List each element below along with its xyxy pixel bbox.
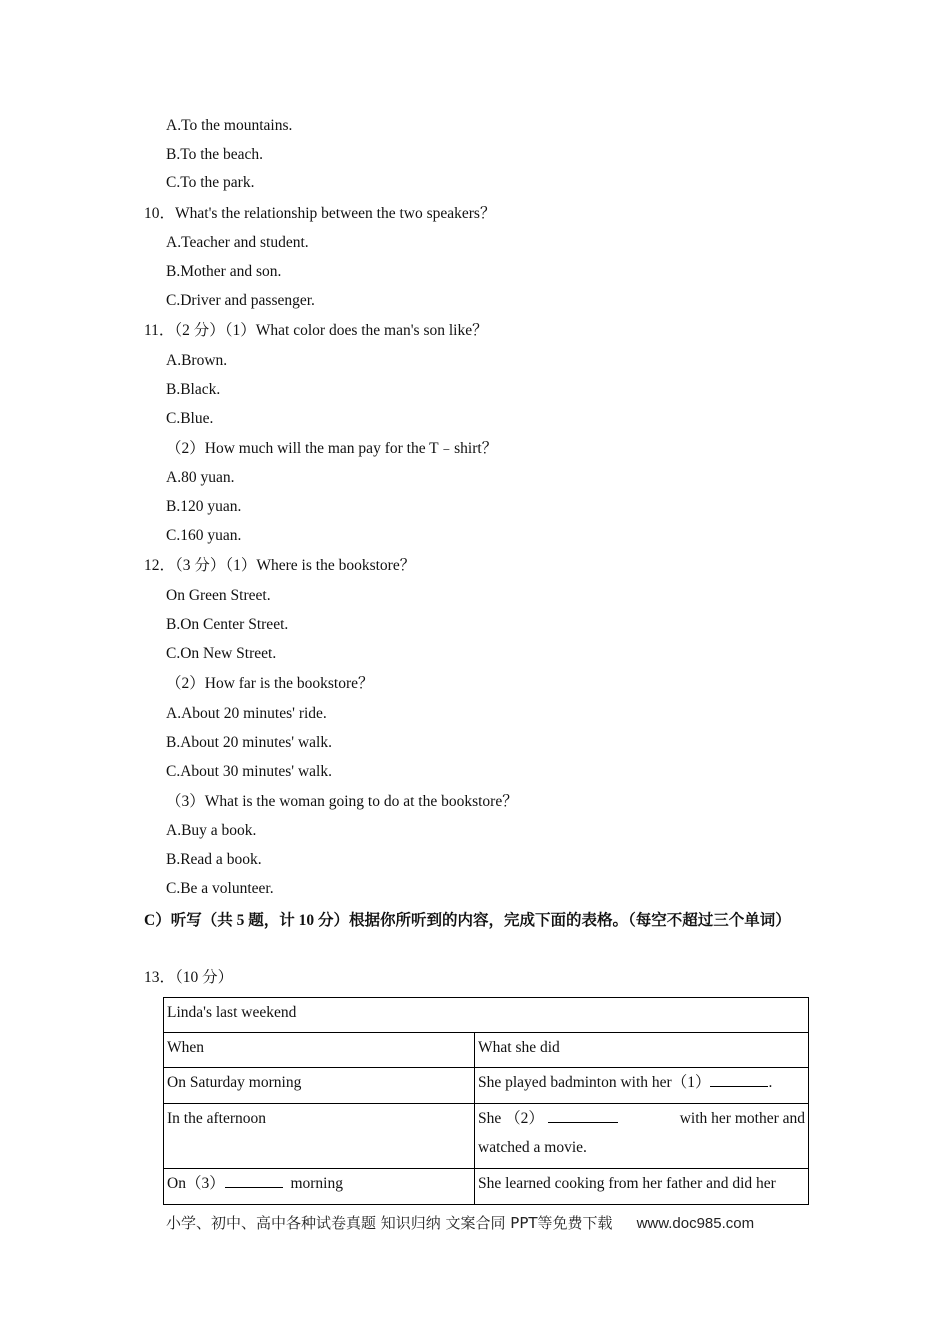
q12-stem: 12．（3 分）（1）Where is the bookstore？	[144, 557, 416, 574]
q13-stem: 13．（10 分）	[144, 969, 234, 986]
q12-2-option-a: A.About 20 minutes' ride.	[166, 705, 327, 722]
q11-sub2: （2）How much will the man pay for the T﹣shirt？	[166, 440, 498, 457]
q12-sub3: （3）What is the woman going to do at the bookstore？	[166, 793, 518, 810]
q10-option-a: A.Teacher and student.	[166, 234, 309, 251]
table-title: Linda's last weekend	[164, 998, 809, 1033]
row3-what: She learned cooking from her father and did her	[475, 1169, 809, 1205]
weekend-table	[163, 997, 809, 1205]
row1-what	[475, 1068, 809, 1104]
q10-option-c: C.Driver and passenger.	[166, 292, 315, 309]
row2-when: In the afternoon	[164, 1104, 475, 1169]
row3-when	[164, 1169, 475, 1205]
q12-1-option-a: On Green Street.	[166, 587, 271, 604]
q9-option-a: A.To the mountains.	[166, 117, 293, 134]
answer-blank-3[interactable]	[225, 1173, 283, 1188]
q9-option-c: C.To the park.	[166, 174, 255, 191]
q11-2-option-b: B.120 yuan.	[166, 498, 242, 515]
q11-2-option-c: C.160 yuan.	[166, 527, 242, 544]
page-footer	[166, 1212, 754, 1233]
q10-stem: 10．What's the relationship between the two speakers？	[144, 205, 496, 222]
row2-what-line2: watched a movie.	[478, 1139, 587, 1156]
answer-blank-1[interactable]	[710, 1072, 768, 1087]
section-c-heading: C）听写（共 5 题，计 10 分）根据你所听到的内容，完成下面的表格。（每空不超过三个单词）	[144, 912, 791, 929]
q12-3-option-c: C.Be a volunteer.	[166, 880, 274, 897]
q12-1-option-b: B.On Center Street.	[166, 616, 289, 633]
q11-1-option-a: A.Brown.	[166, 352, 228, 369]
q12-3-option-a: A.Buy a book.	[166, 822, 257, 839]
q10-option-b: B.Mother and son.	[166, 263, 282, 280]
table-header-when: When	[164, 1033, 475, 1068]
q11-stem: 11．（2 分）（1）What color does the man's son like？	[144, 322, 488, 339]
q12-3-option-b: B.Read a book.	[166, 851, 262, 868]
row2-what-rest: with her mother and	[679, 1110, 805, 1127]
q12-1-option-c: C.On New Street.	[166, 645, 277, 662]
row2-what	[475, 1104, 809, 1169]
row1-what-end: .	[768, 1074, 773, 1091]
q11-1-option-c: C.Blue.	[166, 410, 214, 427]
table-header-what: What she did	[475, 1033, 809, 1068]
q11-2-option-a: A.80 yuan.	[166, 469, 235, 486]
row1-when: On Saturday morning	[164, 1068, 475, 1104]
q12-2-option-b: B.About 20 minutes' walk.	[166, 734, 332, 751]
q12-sub2: （2）How far is the bookstore？	[166, 675, 374, 692]
q12-2-option-c: C.About 30 minutes' walk.	[166, 763, 332, 780]
q9-option-b: B.To the beach.	[166, 146, 264, 163]
q11-1-option-b: B.Black.	[166, 381, 221, 398]
footer-text: 小学、初中、高中各种试卷真题 知识归纳 文案合同 PPT等免费下载	[166, 1214, 613, 1232]
answer-blank-2[interactable]	[548, 1108, 618, 1123]
row3-when-text: On（3）	[167, 1175, 225, 1192]
row1-what-text: She played badminton with her（1）	[478, 1074, 711, 1091]
footer-url[interactable]: www.doc985.com	[636, 1215, 755, 1232]
row2-what-text: She （2）	[478, 1110, 544, 1127]
row3-when-end: morning	[290, 1175, 343, 1192]
